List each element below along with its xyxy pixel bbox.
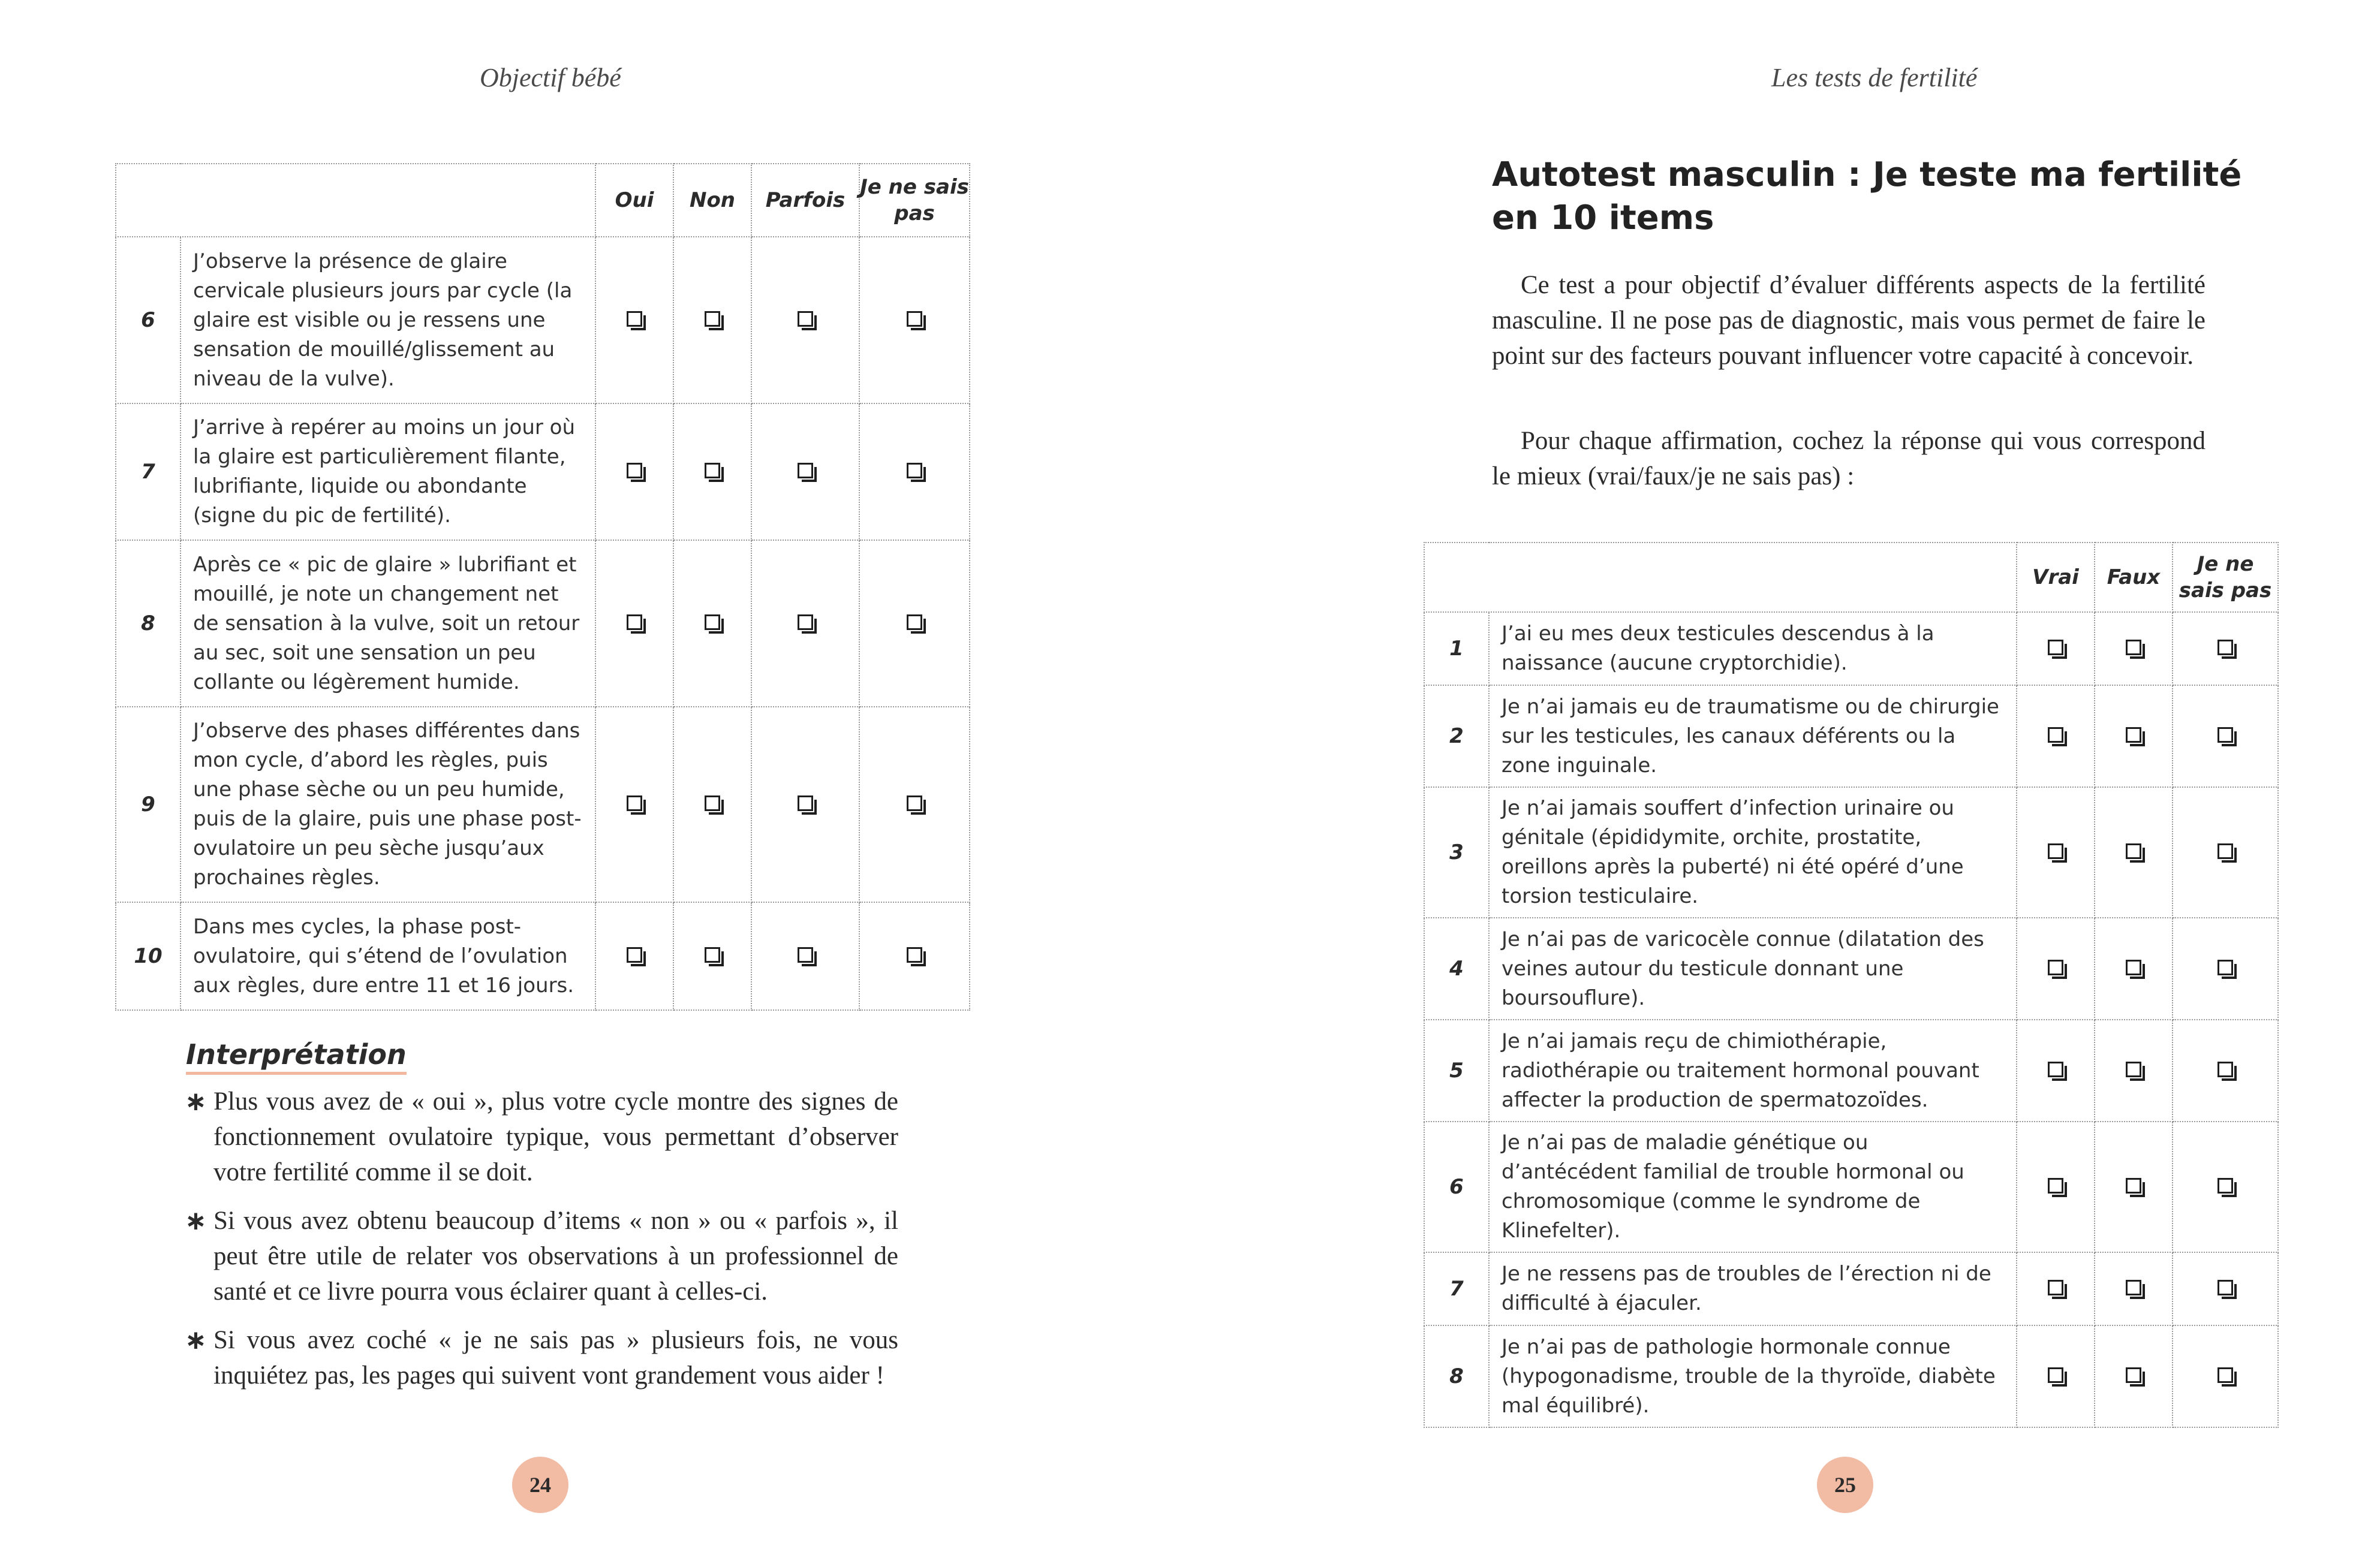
checkbox-icon[interactable] xyxy=(2217,1367,2233,1383)
checkbox-icon[interactable] xyxy=(2048,1367,2063,1383)
interpretation-title: Interprétation xyxy=(186,1038,407,1075)
checkbox-icon[interactable] xyxy=(2048,1178,2063,1194)
checkbox-icon[interactable] xyxy=(705,947,720,963)
table-row xyxy=(1424,787,2278,918)
item-statement: Je ne ressens pas de troubles de l’érection ni de difficulté à éjaculer. xyxy=(1489,1252,2017,1325)
checkbox-icon[interactable] xyxy=(798,463,813,478)
running-head-left: Objectif bébé xyxy=(480,63,621,92)
checkbox-icon[interactable] xyxy=(2126,843,2141,859)
item-statement: Après ce « pic de glaire » lubrifiant et mouillé, je note un changement net de sensation à la vulve, soit un retour au sec, soit une sensation un peu collante ou légèrement humide. xyxy=(180,540,595,707)
table-row xyxy=(1424,1252,2278,1325)
asterisk-icon: ∗ xyxy=(185,1325,207,1355)
checkbox-icon[interactable] xyxy=(798,311,813,327)
item-number: 9 xyxy=(116,707,180,902)
checkbox-icon[interactable] xyxy=(798,947,813,963)
page-number-right: 25 xyxy=(1817,1457,1873,1513)
header-oui: Oui xyxy=(595,164,673,237)
checkbox-icon[interactable] xyxy=(2217,640,2233,655)
item-statement: Dans mes cycles, la phase post-ovulatoire, qui s’étend de l’ovulation aux règles, dure entre 11 et 16 jours. xyxy=(180,902,595,1010)
checkbox-icon[interactable] xyxy=(907,311,922,327)
table-row xyxy=(1424,1020,2278,1122)
checkbox-icon[interactable] xyxy=(798,795,813,811)
item-number: 10 xyxy=(116,902,180,1010)
checkbox-icon[interactable] xyxy=(705,311,720,327)
table-row xyxy=(116,237,970,403)
checkbox-icon[interactable] xyxy=(627,614,642,630)
checkbox-icon[interactable] xyxy=(2217,960,2233,975)
item-number: 7 xyxy=(116,403,180,540)
header-vrai: Vrai xyxy=(2017,543,2095,612)
table-row xyxy=(116,902,970,1010)
item-statement: Je n’ai pas de maladie génétique ou d’antécédent familial de trouble hormonal ou chromosomique (comme le syndrome de Klinefelter). xyxy=(1489,1122,2017,1252)
checkbox-icon[interactable] xyxy=(2217,1280,2233,1295)
table-row xyxy=(116,403,970,540)
header-non: Non xyxy=(673,164,751,237)
item-statement: J’observe la présence de glaire cervicale plusieurs jours par cycle (la glaire est visible ou je ressens une sensation de mouillé/glissement au niveau de la vulve). xyxy=(180,237,595,403)
header-blank xyxy=(116,164,595,237)
table-row xyxy=(1424,918,2278,1020)
checkbox-icon[interactable] xyxy=(907,463,922,478)
item-statement: Je n’ai jamais eu de traumatisme ou de chirurgie sur les testicules, les canaux déférents ou la zone inguinale. xyxy=(1489,685,2017,787)
table-row xyxy=(116,707,970,902)
checkbox-icon[interactable] xyxy=(2126,640,2141,655)
header-parfois: Parfois xyxy=(751,164,859,237)
intro-paragraph: Ce test a pour objectif d’évaluer différents aspects de la fertilité masculine. Il ne pose pas de diagnostic, mais vous permet de faire le point sur des facteurs pouvant influencer votre capacité à concevoir. xyxy=(1492,271,2206,370)
interpretation-list xyxy=(185,1084,898,1406)
item-number: 7 xyxy=(1424,1252,1489,1325)
item-number: 4 xyxy=(1424,918,1489,1020)
checkbox-icon[interactable] xyxy=(2126,1178,2141,1194)
running-head-right: Les tests de fertilité xyxy=(1771,63,1978,92)
item-number: 6 xyxy=(116,237,180,403)
female-quiz-table xyxy=(115,163,970,1011)
checkbox-icon[interactable] xyxy=(705,795,720,811)
list-item: ∗ Si vous avez coché « je ne sais pas » plusieurs fois, ne vous inquiétez pas, les pages qui suivent vont grandement vous aider ! xyxy=(185,1322,898,1393)
item-statement: Je n’ai pas de varicocèle connue (dilatation des veines autour du testicule donnant une boursouflure). xyxy=(1489,918,2017,1020)
checkbox-icon[interactable] xyxy=(2048,960,2063,975)
checkbox-icon[interactable] xyxy=(2217,843,2233,859)
section-heading: Autotest masculin : Je teste ma fertilité en 10 items xyxy=(1492,155,2242,237)
table-row xyxy=(116,540,970,707)
checkbox-icon[interactable] xyxy=(907,614,922,630)
item-number: 6 xyxy=(1424,1122,1489,1252)
table-row xyxy=(1424,685,2278,787)
checkbox-icon[interactable] xyxy=(627,311,642,327)
asterisk-icon: ∗ xyxy=(185,1086,207,1117)
item-statement: J’observe des phases différentes dans mon cycle, d’abord les règles, puis une phase sèche ou un peu humide, puis de la glaire, puis une phase post-ovulatoire un peu sèche jusqu’aux prochaines règles. xyxy=(180,707,595,902)
male-quiz-table xyxy=(1424,542,2279,1428)
table-header-row xyxy=(116,164,970,237)
checkbox-icon[interactable] xyxy=(2217,1178,2233,1194)
checkbox-icon[interactable] xyxy=(2126,1280,2141,1295)
checkbox-icon[interactable] xyxy=(2048,1280,2063,1295)
header-je-ne-sais-pas: Je ne sais pas xyxy=(859,164,970,237)
table-header-row xyxy=(1424,543,2278,612)
header-faux: Faux xyxy=(2095,543,2173,612)
item-statement: Je n’ai pas de pathologie hormonale connue (hypogonadisme, trouble de la thyroïde, diabète mal équilibré). xyxy=(1489,1325,2017,1427)
list-item: ∗ Si vous avez obtenu beaucoup d’items « non » ou « parfois », il peut être utile de relater vos observations à un professionnel de santé et ce livre pourra vous éclairer quant à celles-ci. xyxy=(185,1203,898,1309)
table-row xyxy=(1424,612,2278,685)
checkbox-icon[interactable] xyxy=(2048,640,2063,655)
item-number: 8 xyxy=(1424,1325,1489,1427)
checkbox-icon[interactable] xyxy=(907,947,922,963)
checkbox-icon[interactable] xyxy=(798,614,813,630)
checkbox-icon[interactable] xyxy=(705,463,720,478)
checkbox-icon[interactable] xyxy=(627,947,642,963)
item-number: 3 xyxy=(1424,787,1489,918)
item-number: 2 xyxy=(1424,685,1489,787)
item-number: 5 xyxy=(1424,1020,1489,1122)
table-row xyxy=(1424,1325,2278,1427)
checkbox-icon[interactable] xyxy=(2126,960,2141,975)
item-statement: Je n’ai jamais souffert d’infection urinaire ou génitale (épididymite, orchite, prostatite, oreillons après la puberté) ni été opéré d’une torsion testiculaire. xyxy=(1489,787,2017,918)
item-number: 1 xyxy=(1424,612,1489,685)
checkbox-icon[interactable] xyxy=(2126,727,2141,743)
checkbox-icon[interactable] xyxy=(627,463,642,478)
checkbox-icon[interactable] xyxy=(2126,1367,2141,1383)
header-je-ne-sais-pas: Je ne sais pas xyxy=(2173,543,2278,612)
checkbox-icon[interactable] xyxy=(907,795,922,811)
table-row xyxy=(1424,1122,2278,1252)
item-statement: Je n’ai jamais reçu de chimiothérapie, radiothérapie ou traitement hormonal pouvant affecter la production de spermatozoïdes. xyxy=(1489,1020,2017,1122)
checkbox-icon[interactable] xyxy=(2126,1062,2141,1077)
checkbox-icon[interactable] xyxy=(2048,727,2063,743)
page-number-left: 24 xyxy=(512,1457,568,1513)
asterisk-icon: ∗ xyxy=(185,1206,207,1236)
checkbox-icon[interactable] xyxy=(2048,843,2063,859)
checkbox-icon[interactable] xyxy=(2048,1062,2063,1077)
item-number: 8 xyxy=(116,540,180,707)
checkbox-icon[interactable] xyxy=(705,614,720,630)
list-item: ∗ Plus vous avez de « oui », plus votre cycle montre des signes de fonctionnement ovulatoire typique, vous permettant d’observer votre fertilité comme il se doit. xyxy=(185,1084,898,1190)
item-statement: J’ai eu mes deux testicules descendus à la naissance (aucune cryptorchidie). xyxy=(1489,612,2017,685)
instruction-paragraph: Pour chaque affirmation, cochez la réponse qui vous correspond le mieux (vrai/faux/je ne sais pas) : xyxy=(1492,427,2206,490)
checkbox-icon[interactable] xyxy=(627,795,642,811)
checkbox-icon[interactable] xyxy=(2217,727,2233,743)
header-blank xyxy=(1424,543,2017,612)
checkbox-icon[interactable] xyxy=(2217,1062,2233,1077)
item-statement: J’arrive à repérer au moins un jour où la glaire est particulièrement filante, lubrifiante, liquide ou abondante (signe du pic de fertilité). xyxy=(180,403,595,540)
